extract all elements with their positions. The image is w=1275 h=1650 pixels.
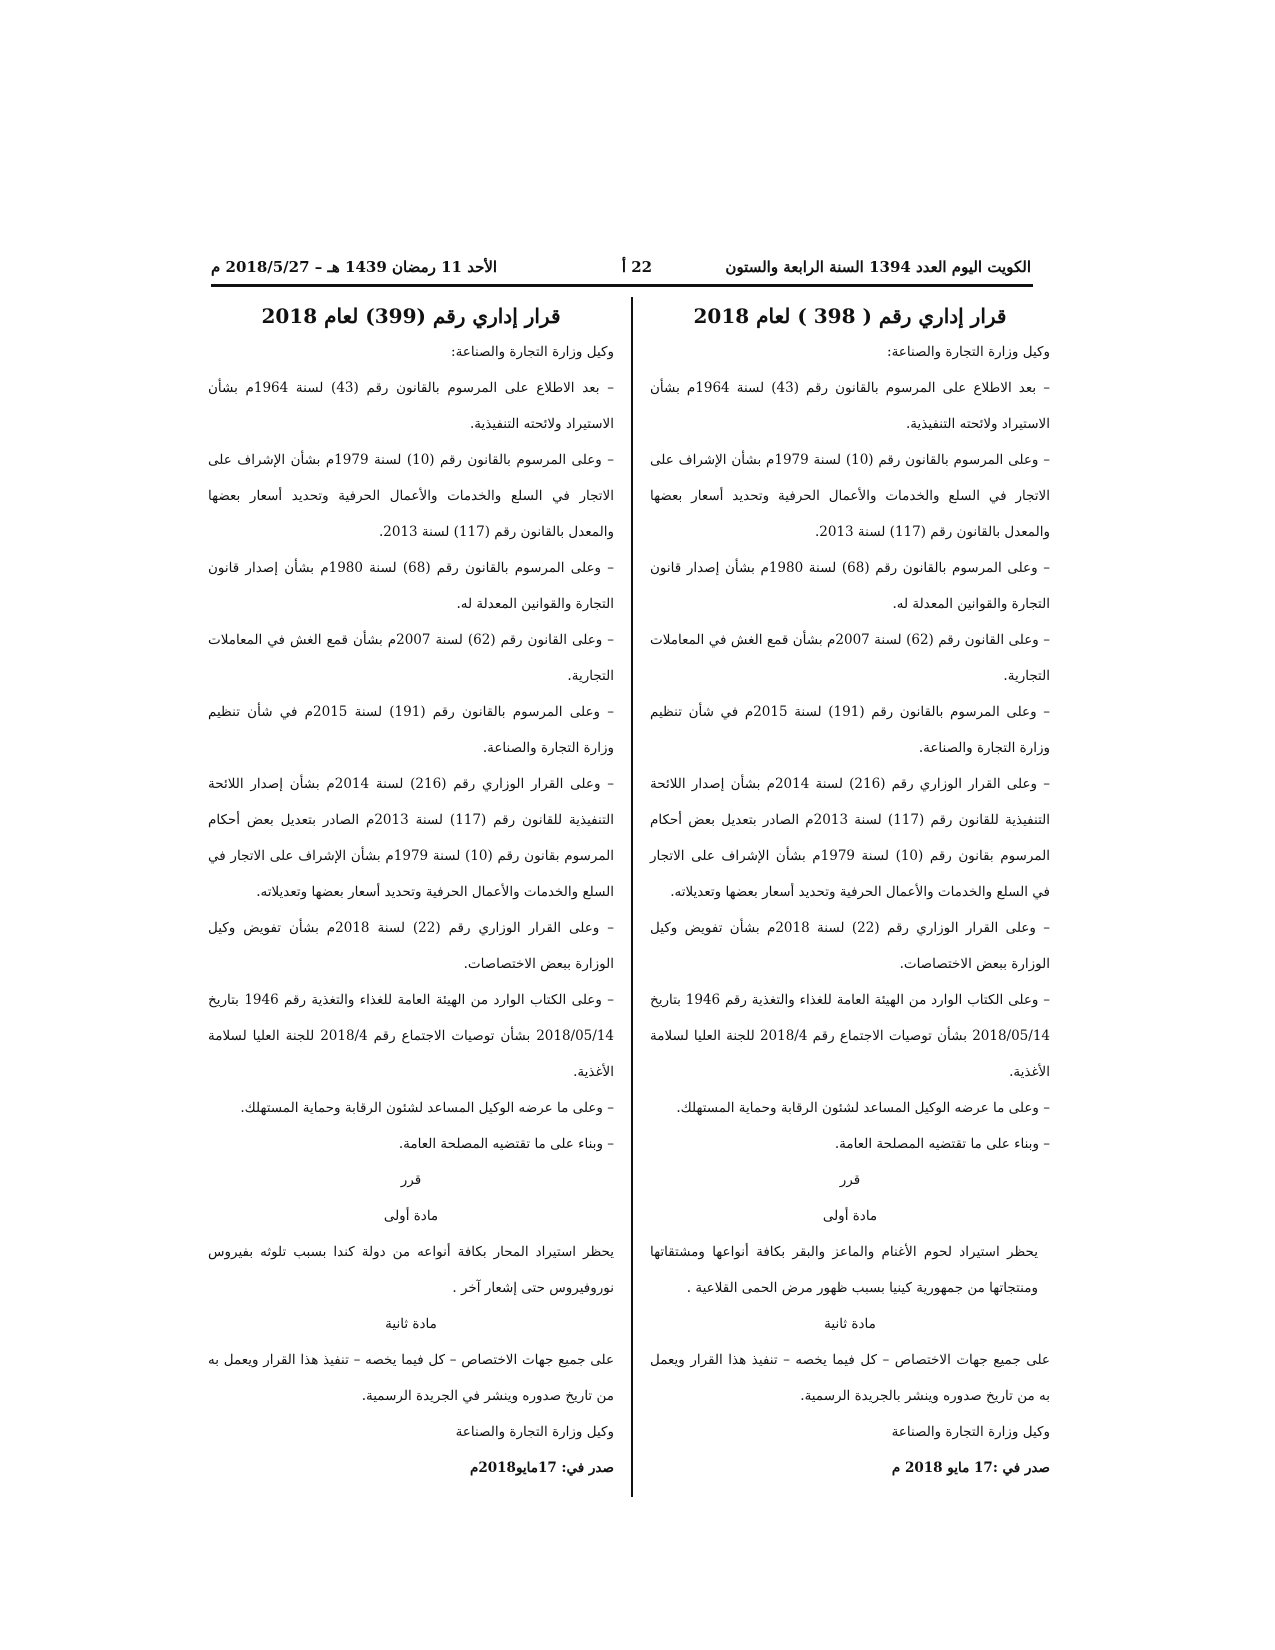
clause: – وعلى المرسوم بالقانون رقم (68) لسنة 1980م بشأن إصدار قانون التجارة والقوانين المعدلة له.: [650, 560, 1050, 612]
clause: – وعلى القرار الوزاري رقم (22) لسنة 2018م بشأن تفويض وكيل الوزارة ببعض الاختصاصات.: [208, 920, 614, 972]
column-divider: [631, 297, 633, 1497]
article-1-text: يحظر استيراد المحار بكافة أنواعه من دولة كندا بسبب تلوثه بفيروس نوروفيروس حتى إشعار آخر .: [208, 1244, 614, 1296]
issued-date: صدر في :17 مايو 2018 م: [891, 1460, 1050, 1476]
decision-398-column: [650, 298, 1050, 1486]
authority-line: وكيل وزارة التجارة والصناعة:: [451, 344, 614, 360]
clause: – وعلى ما عرضه الوكيل المساعد لشئون الرقابة وحماية المستهلك.: [676, 1100, 1050, 1116]
clause: – بعد الاطلاع على المرسوم بالقانون رقم (43) لسنة 1964م بشأن الاستيراد ولائحته التنفيذية.: [208, 380, 614, 432]
clause: – وعلى المرسوم بالقانون رقم (68) لسنة 1980م بشأن إصدار قانون التجارة والقوانين المعدلة له.: [208, 560, 614, 612]
header-page-number: 22 أ: [621, 258, 653, 276]
clause: – وعلى المرسوم بالقانون رقم (191) لسنة 2015م في شأن تنظيم وزارة التجارة والصناعة.: [208, 704, 614, 756]
signature: وكيل وزارة التجارة والصناعة: [455, 1424, 614, 1440]
clause: – وعلى القانون رقم (62) لسنة 2007م بشأن قمع الغش في المعاملات التجارية.: [208, 632, 614, 684]
clause: – وعلى المرسوم بالقانون رقم (191) لسنة 2015م في شأن تنظيم وزارة التجارة والصناعة.: [650, 704, 1050, 756]
header-date: الأحد 11 رمضان 1439 هـ – 2018/5/27 م: [211, 258, 498, 276]
clause: – وعلى ما عرضه الوكيل المساعد لشئون الرقابة وحماية المستهلك.: [240, 1100, 614, 1116]
decision-399-column: [208, 298, 614, 1486]
clause: – وعلى المرسوم بالقانون رقم (10) لسنة 1979م بشأن الإشراف على الاتجار في السلع والخدمات والأعمال الحرفية وتحديد أسعار بعضها والمعدل بالقانون رقم (117) لسنة 2013.: [208, 452, 614, 540]
signature: وكيل وزارة التجارة والصناعة: [891, 1424, 1050, 1440]
authority-line: وكيل وزارة التجارة والصناعة:: [887, 344, 1050, 360]
clause: – وعلى القرار الوزاري رقم (216) لسنة 2014م بشأن إصدار اللائحة التنفيذية للقانون رقم (117) لسنة 2013م الصادر بتعديل بعض أحكام المرسوم بقانون رقم (10) لسنة 1979م بشأن الإشراف على الاتجار في السلع والخدمات والأعمال الحرفية وتحديد أسعار بعضها وتعديلاته.: [208, 776, 615, 900]
article-2-text: على جميع جهات الاختصاص – كل فيما يخصه – تنفيذ هذا القرار ويعمل به من تاريخ صدوره وينشر بالجريدة الرسمية.: [650, 1352, 1050, 1404]
clause: – وعلى القرار الوزاري رقم (22) لسنة 2018م بشأن تفويض وكيل الوزارة ببعض الاختصاصات.: [650, 920, 1050, 972]
clause: – وعلى الكتاب الوارد من الهيئة العامة للغذاء والتغذية رقم 1946 بتاريخ 2018/05/14 بشأن توصيات الاجتماع رقم 2018/4 للجنة العليا لسلامة الأغذية.: [208, 992, 614, 1080]
header-publication: الكويت اليوم العدد 1394 السنة الرابعة والستون: [725, 258, 1031, 276]
decision-title: قرار إداري رقم (399) لعام 2018: [261, 304, 561, 328]
issued-date: صدر في: 17مايو2018م: [470, 1460, 614, 1476]
decided-heading: قرر: [839, 1172, 861, 1188]
article-1-heading: مادة أولى: [822, 1208, 878, 1224]
clause: – بعد الاطلاع على المرسوم بالقانون رقم (43) لسنة 1964م بشأن الاستيراد ولائحته التنفيذية.: [650, 380, 1050, 432]
header-rule: [211, 284, 1033, 287]
clause: – وبناء على ما تقتضيه المصلحة العامة.: [398, 1136, 614, 1152]
article-2-text: على جميع جهات الاختصاص – كل فيما يخصه – تنفيذ هذا القرار ويعمل به من تاريخ صدوره وينشر في الجريدة الرسمية.: [208, 1352, 614, 1404]
article-1-text: يحظر استيراد لحوم الأغنام والماعز والبقر بكافة أنواعها ومشتقاتها ومنتجاتها من جمهورية كينيا بسبب ظهور مرض الحمى القلاعية .: [650, 1244, 1038, 1296]
article-2-heading: مادة ثانية: [385, 1316, 437, 1332]
article-1-heading: مادة أولى: [383, 1208, 439, 1224]
decision-title: قرار إداري رقم ( 398 ) لعام 2018: [693, 304, 1007, 328]
article-2-heading: مادة ثانية: [824, 1316, 876, 1332]
clause: – وعلى المرسوم بالقانون رقم (10) لسنة 1979م بشأن الإشراف على الاتجار في السلع والخدمات والأعمال الحرفية وتحديد أسعار بعضها والمعدل بالقانون رقم (117) لسنة 2013.: [650, 452, 1050, 540]
page-header: [211, 258, 1031, 284]
clause: – وعلى الكتاب الوارد من الهيئة العامة للغذاء والتغذية رقم 1946 بتاريخ 2018/05/14 بشأن توصيات الاجتماع رقم 2018/4 للجنة العليا لسلامة الأغذية.: [650, 992, 1050, 1080]
decided-heading: قرر: [400, 1172, 422, 1188]
clause: – وبناء على ما تقتضيه المصلحة العامة.: [834, 1136, 1050, 1152]
clause: – وعلى القانون رقم (62) لسنة 2007م بشأن قمع الغش في المعاملات التجارية.: [650, 632, 1051, 684]
clause: – وعلى القرار الوزاري رقم (216) لسنة 2014م بشأن إصدار اللائحة التنفيذية للقانون رقم (117) لسنة 2013م الصادر بتعديل بعض أحكام المرسوم بقانون رقم (10) لسنة 1979م بشأن الإشراف على الاتجار في السلع والخدمات والأعمال الحرفية وتحديد أسعار بعضها وتعديلاته.: [650, 776, 1051, 900]
